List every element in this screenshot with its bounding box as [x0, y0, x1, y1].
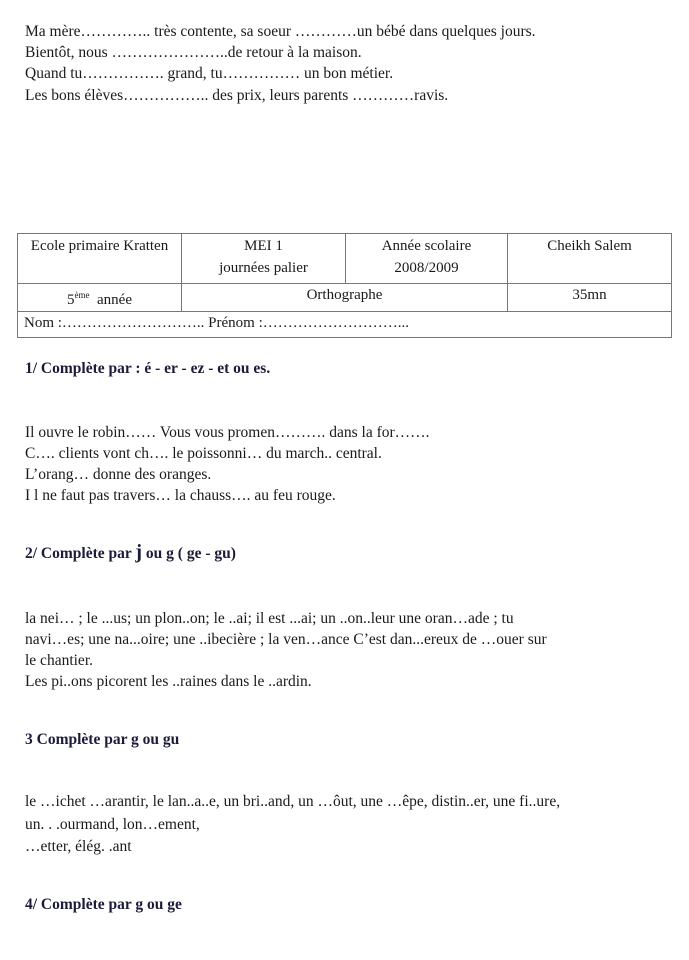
exam-line1: MEI 1: [244, 238, 283, 254]
exercise-2-title-part1: 2/ Complète par: [25, 545, 136, 562]
exercise-line: I l ne faut pas travers… la chauss…. au feu rouge.: [25, 487, 336, 504]
exercise-line: …etter, élég. .ant: [25, 838, 132, 855]
exercise-3-title: 3 Complète par g ou gu: [25, 731, 180, 748]
exercise-2-title-part2: ou g ( ge - gu): [142, 545, 236, 562]
exercise-2-title: [25, 541, 236, 564]
teacher-cell: [508, 234, 672, 284]
exercise-line: Ma mère………….. très contente, sa soeur …………un bébé dans quelques jours.: [25, 23, 536, 40]
exercise-line: un. . .ourmand, lon…ement,: [25, 816, 200, 833]
school-name: Ecole primaire Kratten: [30, 238, 169, 254]
duration-cell: [508, 284, 672, 312]
exercise-line: Bientôt, nous …………………..de retour à la maison.: [25, 44, 362, 61]
exercise-line: Les pi..ons picorent les ..raines dans le ..ardin.: [25, 673, 312, 690]
exam-cell: [182, 234, 346, 284]
year-value: 2008/2009: [394, 260, 459, 276]
grade-word: année: [97, 292, 132, 308]
exercise-line: Les bons élèves…………….. des prix, leurs parents …………ravis.: [25, 87, 449, 104]
exercise-line: Quand tu……………. grand, tu…………… un bon métier.: [25, 65, 394, 82]
exercise-line: Il ouvre le robin…… Vous vous promen………. dans la for…….: [25, 424, 430, 441]
exam-line2: journées palier: [219, 260, 308, 276]
subject: Orthographe: [306, 287, 383, 303]
grade-cell: [18, 284, 182, 312]
header-table: [17, 233, 672, 338]
year-label: Année scolaire: [381, 238, 472, 254]
grade-number: 5: [67, 292, 75, 308]
duration: 35mn: [572, 287, 607, 303]
exercise-2-title-j: j: [135, 541, 143, 563]
school-cell: [18, 234, 182, 284]
exercise-1-title: 1/ Complète par : é - er - ez - et ou es.: [25, 360, 271, 377]
exercise-line: le chantier.: [25, 652, 93, 669]
grade-suffix: ème: [74, 290, 90, 300]
exercise-line: L’orang… donne des oranges.: [25, 466, 212, 483]
exercise-line: navi…es; une na...oire; une ..ibecière ; la ven…ance C’est dan...ereux de …ouer sur: [25, 631, 547, 648]
exercise-line: C…. clients vont ch…. le poissonni… du march.. central.: [25, 445, 382, 462]
exercise-line: le …ichet …arantir, le lan..a..e, un bri..and, un …ôut, une …êpe, distin..er, une fi..ure,: [25, 793, 561, 810]
name-field-text: Nom :……………………….. Prénom :………………………...: [24, 315, 409, 331]
year-cell: [346, 234, 508, 284]
exercise-4-title: 4/ Complète par g ou ge: [25, 896, 182, 913]
teacher-name: Cheikh Salem: [547, 238, 632, 254]
subject-cell: [182, 284, 508, 312]
name-field[interactable]: [18, 312, 672, 338]
exercise-line: la nei… ; le ...us; un plon..on; le ..ai; il est ...ai; un ..on..leur une oran…ade ; tu: [25, 610, 514, 627]
